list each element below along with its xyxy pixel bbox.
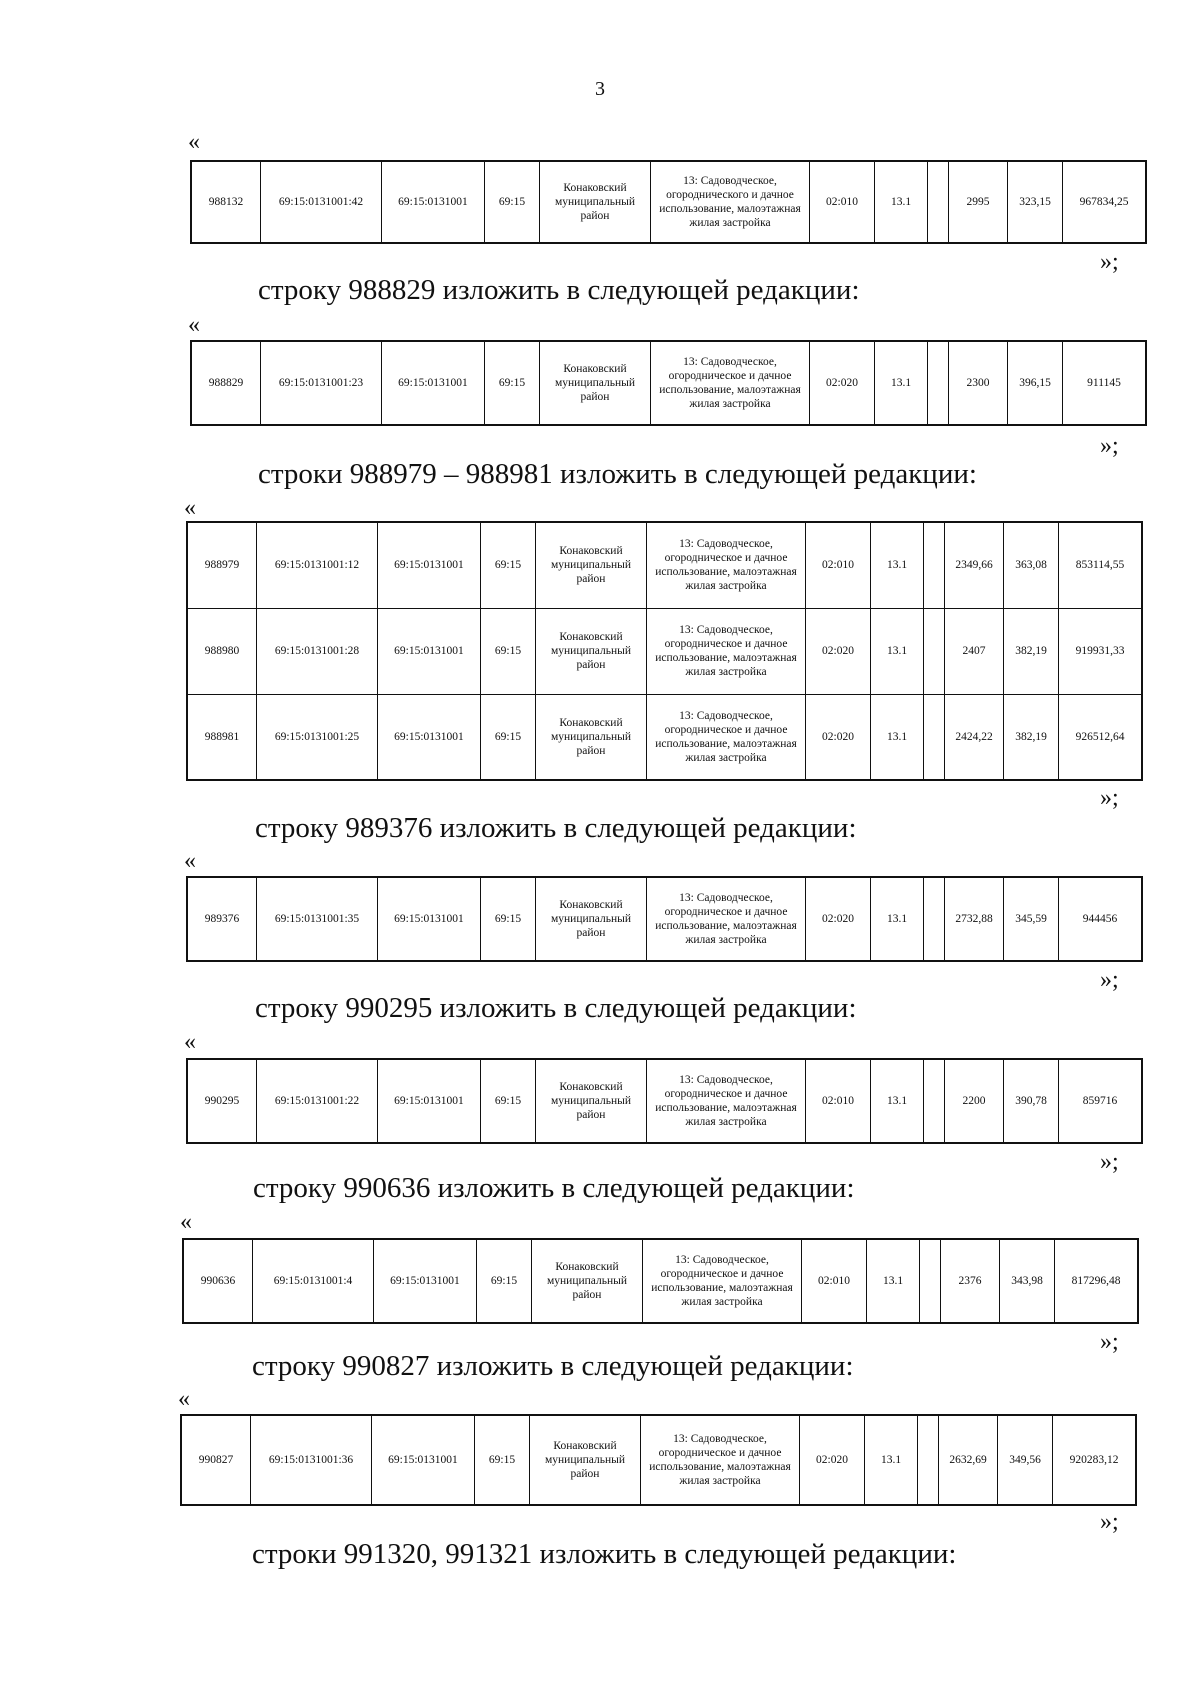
cell-code: 69:15 — [481, 522, 536, 608]
cell-empty — [924, 877, 945, 961]
cell-kc: 926512,64 — [1059, 694, 1143, 780]
cadastral-table — [186, 521, 1143, 781]
cell-quarter: 69:15:0131001 — [374, 1239, 477, 1323]
cell-n: 988979 — [187, 522, 257, 608]
cell-cad: 69:15:0131001:35 — [257, 877, 378, 961]
cell-area: 2632,69 — [939, 1415, 998, 1505]
cell-quarter: 69:15:0131001 — [372, 1415, 475, 1505]
cell-cad: 69:15:0131001:36 — [251, 1415, 372, 1505]
amendment-heading: строку 988829 изложить в следующей редакции: — [258, 274, 860, 306]
cell-area: 2376 — [941, 1239, 1000, 1323]
cadastral-table — [190, 160, 1147, 244]
cell-group: 02:020 — [810, 341, 875, 425]
cell-upks: 345,59 — [1004, 877, 1059, 961]
amendment-heading: строку 990295 изложить в следующей редакции: — [255, 992, 857, 1024]
cell-n: 990827 — [181, 1415, 251, 1505]
table-row — [181, 1415, 1136, 1505]
cell-vri: 13: Садоводческое, огородническое и дачное использование, малоэтажная жилая застройка — [647, 1059, 806, 1143]
cell-quarter: 69:15:0131001 — [382, 161, 485, 243]
cell-pn: 13.1 — [867, 1239, 920, 1323]
cell-upks: 323,15 — [1008, 161, 1063, 243]
cell-empty — [928, 161, 949, 243]
cell-empty — [928, 341, 949, 425]
cell-area: 2300 — [949, 341, 1008, 425]
cell-area: 2349,66 — [945, 522, 1004, 608]
opening-quote: « — [184, 848, 196, 874]
cell-quarter: 69:15:0131001 — [378, 1059, 481, 1143]
cell-vri: 13: Садоводческое, огородническое и дачное использование, малоэтажная жилая застройка — [647, 694, 806, 780]
cell-cad: 69:15:0131001:25 — [257, 694, 378, 780]
cell-n: 988829 — [191, 341, 261, 425]
table-row — [191, 341, 1146, 425]
cell-area: 2995 — [949, 161, 1008, 243]
cell-pn: 13.1 — [871, 877, 924, 961]
cell-quarter: 69:15:0131001 — [378, 608, 481, 694]
opening-quote: « — [184, 495, 196, 521]
cell-area: 2407 — [945, 608, 1004, 694]
opening-quote: « — [178, 1386, 190, 1412]
cell-kc: 920283,12 — [1053, 1415, 1137, 1505]
cell-cad: 69:15:0131001:42 — [261, 161, 382, 243]
cell-quarter: 69:15:0131001 — [378, 694, 481, 780]
closing-quote: »; — [1100, 433, 1119, 459]
cell-group: 02:020 — [806, 608, 871, 694]
cell-area: 2732,88 — [945, 877, 1004, 961]
cell-area: 2424,22 — [945, 694, 1004, 780]
closing-quote: »; — [1100, 785, 1119, 811]
cell-group: 02:010 — [806, 1059, 871, 1143]
cell-pn: 13.1 — [871, 1059, 924, 1143]
cell-quarter: 69:15:0131001 — [382, 341, 485, 425]
table-row — [191, 161, 1146, 243]
cell-code: 69:15 — [477, 1239, 532, 1323]
closing-quote: »; — [1100, 1509, 1119, 1535]
cadastral-table — [186, 1058, 1143, 1144]
cell-upks: 363,08 — [1004, 522, 1059, 608]
cell-cad: 69:15:0131001:28 — [257, 608, 378, 694]
cell-pn: 13.1 — [871, 608, 924, 694]
cell-mo: Конаковский муниципальный район — [536, 608, 647, 694]
table-row — [187, 608, 1142, 694]
cell-mo: Конаковский муниципальный район — [536, 522, 647, 608]
closing-quote: »; — [1100, 1329, 1119, 1355]
cell-kc: 817296,48 — [1055, 1239, 1139, 1323]
cadastral-table — [182, 1238, 1139, 1324]
cell-kc: 853114,55 — [1059, 522, 1143, 608]
cell-code: 69:15 — [475, 1415, 530, 1505]
amendment-heading: строки 988979 – 988981 изложить в следующей редакции: — [258, 458, 977, 490]
cell-vri: 13: Садоводческое, огородническое и дачное использование, малоэтажная жилая застройка — [643, 1239, 802, 1323]
cell-code: 69:15 — [481, 877, 536, 961]
cell-area: 2200 — [945, 1059, 1004, 1143]
cell-n: 989376 — [187, 877, 257, 961]
table-row — [187, 1059, 1142, 1143]
cell-empty — [918, 1415, 939, 1505]
cadastral-table — [186, 876, 1143, 962]
table-row — [187, 694, 1142, 780]
cell-vri: 13: Садоводческое, огородническое и дачное использование, малоэтажная жилая застройка — [647, 608, 806, 694]
cell-upks: 390,78 — [1004, 1059, 1059, 1143]
cell-n: 988132 — [191, 161, 261, 243]
cell-n: 990636 — [183, 1239, 253, 1323]
cell-pn: 13.1 — [871, 694, 924, 780]
cell-empty — [924, 522, 945, 608]
cell-upks: 343,98 — [1000, 1239, 1055, 1323]
amendment-heading: строку 989376 изложить в следующей редакции: — [255, 812, 857, 844]
table-row — [183, 1239, 1138, 1323]
cell-code: 69:15 — [481, 1059, 536, 1143]
cell-vri: 13: Садоводческое, огороднического и дачное использование, малоэтажная жилая застройка — [651, 161, 810, 243]
amendment-heading: строку 990827 изложить в следующей редакции: — [252, 1350, 854, 1382]
cell-upks: 349,56 — [998, 1415, 1053, 1505]
cell-group: 02:010 — [802, 1239, 867, 1323]
cadastral-table — [190, 340, 1147, 426]
cell-pn: 13.1 — [871, 522, 924, 608]
cell-n: 990295 — [187, 1059, 257, 1143]
cell-code: 69:15 — [485, 341, 540, 425]
table-row — [187, 522, 1142, 608]
cell-cad: 69:15:0131001:23 — [261, 341, 382, 425]
cell-vri: 13: Садоводческое, огородническое и дачное использование, малоэтажная жилая застройка — [651, 341, 810, 425]
cell-mo: Конаковский муниципальный район — [536, 877, 647, 961]
opening-quote: « — [188, 129, 200, 155]
cell-cad: 69:15:0131001:4 — [253, 1239, 374, 1323]
amendment-heading: строку 990636 изложить в следующей редакции: — [253, 1172, 855, 1204]
cell-empty — [924, 694, 945, 780]
cell-group: 02:020 — [800, 1415, 865, 1505]
cell-empty — [924, 608, 945, 694]
cell-quarter: 69:15:0131001 — [378, 522, 481, 608]
cell-pn: 13.1 — [875, 341, 928, 425]
cell-upks: 382,19 — [1004, 608, 1059, 694]
cell-upks: 382,19 — [1004, 694, 1059, 780]
cell-mo: Конаковский муниципальный район — [532, 1239, 643, 1323]
cell-kc: 919931,33 — [1059, 608, 1143, 694]
opening-quote: « — [180, 1209, 192, 1235]
opening-quote: « — [184, 1029, 196, 1055]
cell-mo: Конаковский муниципальный район — [530, 1415, 641, 1505]
cell-kc: 911145 — [1063, 341, 1147, 425]
cell-mo: Конаковский муниципальный район — [536, 1059, 647, 1143]
cell-vri: 13: Садоводческое, огородническое и дачное использование, малоэтажная жилая застройка — [647, 877, 806, 961]
final-heading: строки 991320, 991321 изложить в следующей редакции: — [252, 1538, 957, 1570]
cell-pn: 13.1 — [865, 1415, 918, 1505]
cell-mo: Конаковский муниципальный район — [536, 694, 647, 780]
cell-code: 69:15 — [481, 608, 536, 694]
cell-mo: Конаковский муниципальный район — [540, 341, 651, 425]
closing-quote: »; — [1100, 1149, 1119, 1175]
cell-kc: 967834,25 — [1063, 161, 1147, 243]
cell-empty — [920, 1239, 941, 1323]
opening-quote: « — [188, 312, 200, 338]
cell-vri: 13: Садоводческое, огородническое и дачное использование, малоэтажная жилая застройка — [647, 522, 806, 608]
cadastral-table — [180, 1414, 1137, 1506]
cell-group: 02:010 — [810, 161, 875, 243]
cell-cad: 69:15:0131001:22 — [257, 1059, 378, 1143]
cell-quarter: 69:15:0131001 — [378, 877, 481, 961]
cell-kc: 944456 — [1059, 877, 1143, 961]
cell-pn: 13.1 — [875, 161, 928, 243]
cell-code: 69:15 — [485, 161, 540, 243]
cell-n: 988980 — [187, 608, 257, 694]
cell-group: 02:020 — [806, 694, 871, 780]
cell-upks: 396,15 — [1008, 341, 1063, 425]
closing-quote: »; — [1100, 249, 1119, 275]
page-number: 3 — [595, 78, 605, 100]
cell-group: 02:010 — [806, 522, 871, 608]
cell-n: 988981 — [187, 694, 257, 780]
cell-cad: 69:15:0131001:12 — [257, 522, 378, 608]
cell-empty — [924, 1059, 945, 1143]
cell-group: 02:020 — [806, 877, 871, 961]
closing-quote: »; — [1100, 967, 1119, 993]
cell-mo: Конаковский муниципальный район — [540, 161, 651, 243]
table-row — [187, 877, 1142, 961]
cell-code: 69:15 — [481, 694, 536, 780]
cell-kc: 859716 — [1059, 1059, 1143, 1143]
cell-vri: 13: Садоводческое, огородническое и дачное использование, малоэтажная жилая застройка — [641, 1415, 800, 1505]
